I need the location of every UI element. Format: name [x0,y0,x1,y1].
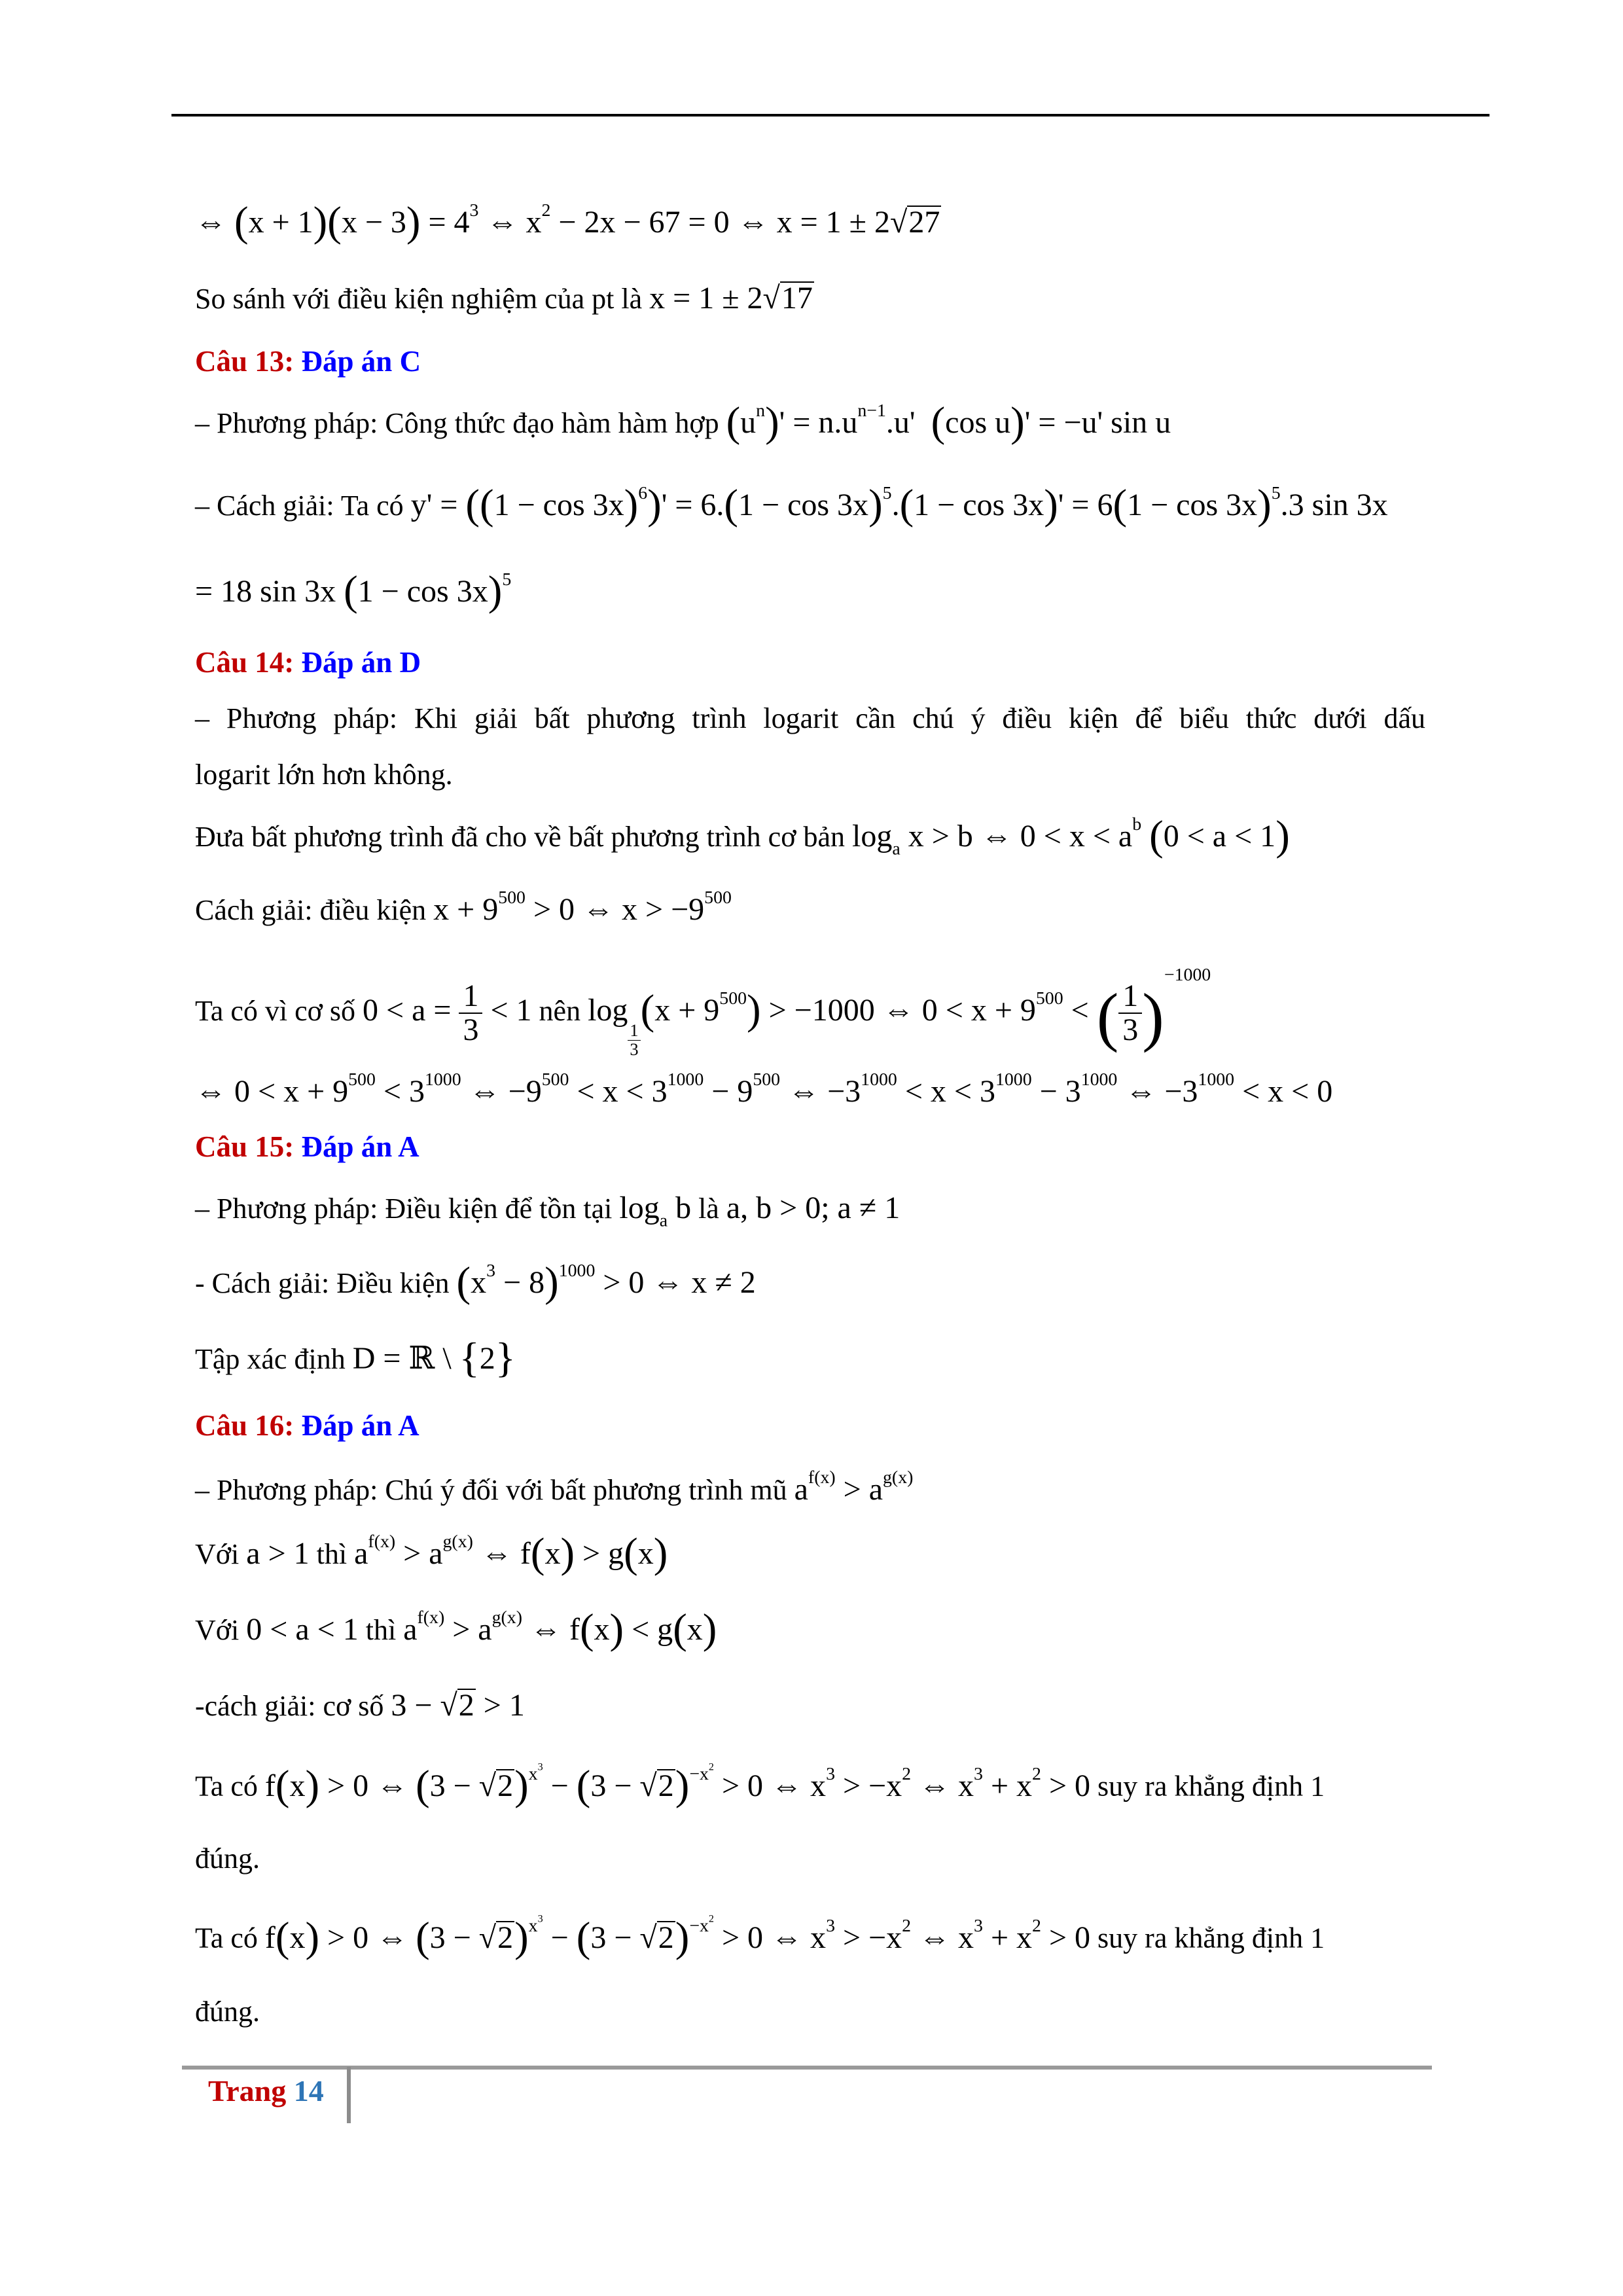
comparison-math: x = 1 ± 2√17 [649,281,813,315]
heading-cau-14: Câu 14: Đáp án D [195,646,421,679]
case-a-greater-1: Với a > 1 thì $a^{f(x)} > a^{g(x)}$ ⇔ f(x) > g(x) [195,1530,668,1577]
claim-line-1: Ta có f(x) > 0 ⇔ $(3 - √2)^{x^3} - (3 - √2)^{-x^2} > 0$ ⇔ $x^3 > -x^2$ ⇔ $x^3 + x^2 > 0$ suy ra khẳng định 1 [195,1761,1325,1809]
footer-divider [347,2067,351,2123]
method-line-13: – Phương pháp: Công thức đạo hàm hàm hợp $(u^n)' = n.u^{n-1}.u'$ (cos u)' = −u' sin u [195,399,1171,446]
solution-line-16: -cách giải: cơ số 3 − √2 > 1 [195,1688,525,1723]
heading-cau-13: Câu 13: Đáp án C [195,345,421,378]
heading-cau-16: Câu 16: Đáp án A [195,1409,419,1442]
case-a-less-1: Với 0 < a < 1 thì $a^{f(x)} > a^{g(x)}$ ⇔ f(x) < g(x) [195,1605,717,1653]
header-rule [171,114,1489,117]
condition-line-14: Cách giải: điều kiện $x + 9^{500} > 0$ ⇔ $x > -9^{500}$ [195,887,732,927]
footer-rule [182,2066,1432,2070]
domain-condition: $x + 9^{500} > 0$ ⇔ $x > -9^{500}$ [433,887,732,927]
page-label: Trang [208,2074,287,2108]
claim-line-2: Ta có f(x) > 0 ⇔ $(3 - √2)^{x^3} - (3 - √2)^{-x^2} > 0$ ⇔ $x^3 > -x^2$ ⇔ $x^3 + x^2 > 0$ suy ra khẳng định 1 [195,1913,1325,1961]
page-footer [208,2073,324,2108]
derivative-calc: $y' = ((1 - \cos 3x)^6)' = 6.(1 - \cos 3x)^5.(1 - \cos 3x)' = 6(1 - \cos 3x)^5.3$ sin 3x [410,481,1388,529]
derivative-rules: $(u^n)' = n.u^{n-1}.u'$ (cos u)' = −u' sin u [726,399,1171,446]
solution-line-13: – Cách giải: Ta có $y' = ((1 - \cos 3x)^6)' = 6.(1 - \cos 3x)^5.(1 - \cos 3x)' = 6(1 - \cos 3x)^5.3$ sin 3x [195,481,1388,529]
page-number: 14 [293,2074,324,2108]
comparison-text: So sánh với điều kiện nghiệm của pt là [195,283,643,315]
method-line-14: – Phương pháp: Khi giải bất phương trình logarit cần chú ý điều kiện để biểu thức dưới dấu [195,702,1425,734]
comparison-line [195,280,814,317]
eq-line-1: ⇔ $(x + 1)(x - 3) = 4^3$ ⇔ $x^2 - 2x - 67 = 0$ ⇔ x = 1 ± 2√27 [195,198,940,246]
base-line-14: Ta có vì cơ số 0 < a = $\frac{1}{3}$ < 1 nên log $\frac{1}{3}$ $(x + 9^{500}) > -1000$ ⇔ $0 < x + 9^{500}$ < ( $\frac{1}{3}$ )$^{-1000}$ [195,965,1211,1059]
result-line-13: = 18 sin 3x $(1 - \cos 3x)^5$ [195,567,512,615]
method-line-14-cont: logarit lớn hơn không. [195,759,453,791]
chain-line-14: ⇔ $0 < x + 9^{500} < 3^{1000}$ ⇔ $-9^{500} < x < 3^{1000} - 9^{500}$ ⇔ $-3^{1000} < x < 3^{1000} - 3^{1000}$ ⇔ $-3^{1000} < x < 0$ [195,1069,1333,1109]
claim-line-2-end: đúng. [195,1996,260,2028]
heading-cau-15: Câu 15: Đáp án A [195,1130,419,1163]
basic-inequality-line: Đưa bất phương trình đã cho về bất phương trình cơ bản $\log_a x > b$ ⇔ $0 < x < a^b$ (0 < a < 1) [195,812,1290,860]
log-transform: 0 < a = $\frac{1}{3}$ < 1 [363,978,532,1048]
log-inequality: $\log_a x > b$ ⇔ $0 < x < a^b$ (0 < a < 1) [852,812,1290,860]
domain-line-15: Tập xác định D = ℝ \ {2} [195,1335,516,1382]
claim-line-1-end: đúng. [195,1842,260,1874]
condition-line-15: - Cách giải: Điều kiện $(x^3 - 8)^{1000} > 0$ ⇔ x ≠ 2 [195,1259,756,1306]
method-line-16: – Phương pháp: Chú ý đối với bất phương trình mũ $a^{f(x)} > a^{g(x)}$ [195,1467,914,1507]
method-line-15: – Phương pháp: Điều kiện để tồn tại $\log_a b$ là a, b > 0; a ≠ 1 [195,1191,901,1231]
